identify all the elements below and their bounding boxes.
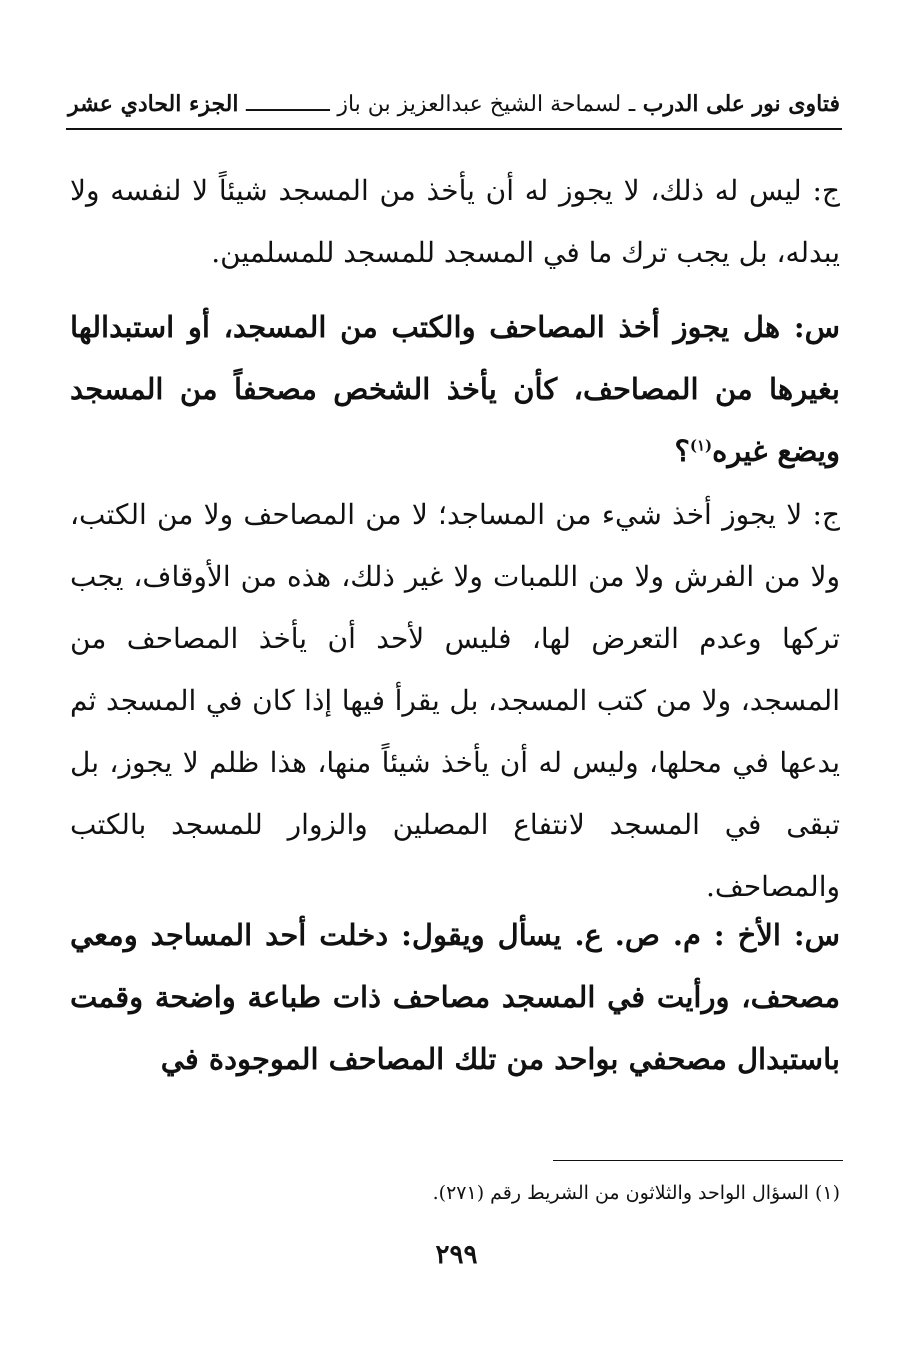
answer-text: ليس له ذلك، لا يجوز له أن يأخذ من المسجد شيئاً لا لنفسه ولا يبدله، بل يجب ترك ما في المسجد للمسجد للمسلمين. [70,174,840,269]
footnote-text: السؤال الواحد والثلاثون من الشريط رقم (٢٧١). [432,1182,809,1204]
question-block-2 [70,904,840,1090]
footnote-marker: (١) [814,1182,840,1204]
footnote [70,1178,840,1208]
question-label: س: [793,918,840,952]
header-rule [66,128,842,130]
header-dash: ـ [628,91,636,117]
footnote-ref: (١) [689,436,713,455]
header-separator: ـــــــــــــ [246,91,330,117]
running-header [68,84,840,124]
question-text: هل يجوز أخذ المصاحف والكتب من المسجد، أو استبدالها بغيرها من المصاحف، كأن يأخذ الشخص مصحفاً من المسجد ويضع غيره [70,310,840,468]
header-book-title: فتاوى نور على الدرب [642,91,840,117]
header-volume: الجزء الحادي عشر [68,91,239,117]
question-text: الأخ : م. ص. ع. يسأل ويقول: دخلت أحد المساجد ومعي مصحف، ورأيت في المسجد مصاحف ذات طباعة واضحة وقمت باستبدال مصحفي بواحد من تلك المصاحف الموجودة في [70,918,840,1076]
answer-label: ج: [812,498,840,531]
question-label: س: [793,310,840,344]
answer-block-2 [70,484,888,918]
answer-label: ج: [812,174,840,207]
header-author: لسماحة الشيخ عبدالعزيز بن باز [337,91,622,117]
question-block-1 [70,296,840,482]
page-number: ٢٩٩ [435,1240,478,1270]
footnote-rule [553,1160,843,1161]
answer-text: لا يجوز أخذ شيء من المساجد؛ لا من المصاحف ولا من الكتب، ولا من الفرش ولا من اللمبات ولا غير ذلك، هذه من الأوقاف، يجب تركها وعدم التعرض لها، فليس لأحد أن يأخذ المصاحف من المسجد، ولا من كتب المسجد، بل يقرأ فيها إذا كان في المسجد ثم يدعها في محلها، وليس له أن يأخذ شيئاً منها، هذا ظلم لا يجوز، بل تبقى في المسجد لانتفاع المصلين والزوار للمسجد بالكتب والمصاحف. [70,498,840,903]
answer-block-1 [70,160,888,284]
question-end: ؟ [674,434,690,468]
